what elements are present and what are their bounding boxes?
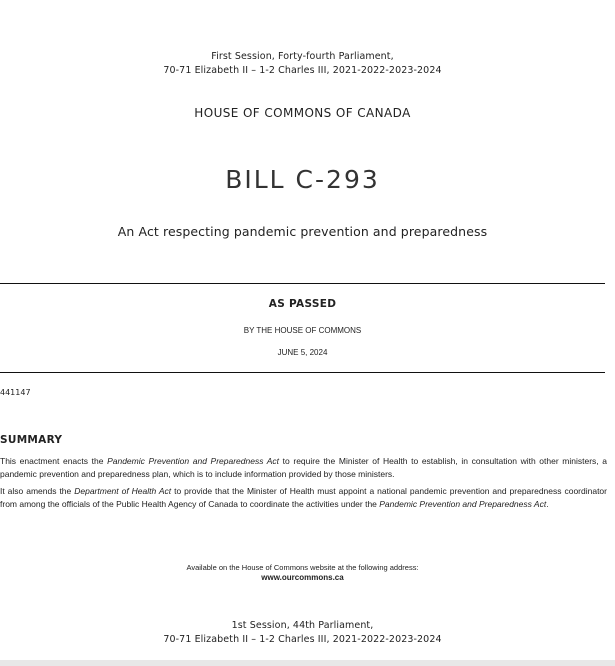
- summary-p2-before: It also amends the: [0, 486, 75, 496]
- summary-p1-act-name: Pandemic Prevention and Preparedness Act: [107, 456, 280, 466]
- session-line-2: 70-71 Elizabeth II – 1-2 Charles III, 2021-2022-2023-2024: [163, 65, 442, 76]
- page-bottom-edge: [0, 660, 615, 666]
- summary-p1-before: This enactment enacts the: [0, 456, 108, 466]
- bill-number: BILL C-293: [225, 165, 380, 194]
- website-url: www.ourcommons.ca: [261, 573, 344, 582]
- session-footer: [0, 619, 605, 647]
- summary-p2-middle: to provide that the Minister of Health must appoint a national pandemic prevention and preparedness coordinator from among the officials of the Public Health Agency of Canada to coordinate the activities under the: [0, 486, 607, 509]
- website-note: Available on the House of Commons website at the following address:: [186, 563, 419, 572]
- summary-p1-after: to require the Minister of Health to establish, in consultation with other ministers, a pandemic prevention and preparedness plan, which is to include information provided by those ministers.: [0, 456, 607, 479]
- summary-paragraph-1: [0, 455, 607, 480]
- summary-p2-after: .: [546, 498, 549, 509]
- summary-paragraph-2: [0, 485, 607, 510]
- bill-short-title: An Act respecting pandemic prevention and preparedness: [117, 224, 488, 239]
- document-number: 441147: [0, 388, 31, 397]
- footer-session-line-1: 1st Session, 44th Parliament,: [231, 620, 374, 631]
- passage-by: BY THE HOUSE OF COMMONS: [243, 326, 362, 335]
- footer-session-line-2: 70-71 Elizabeth II – 1-2 Charles III, 2021-2022-2023-2024: [163, 634, 442, 645]
- passage-date: JUNE 5, 2024: [277, 348, 328, 357]
- session-line-1: First Session, Forty-fourth Parliament,: [211, 51, 394, 62]
- house-title: HOUSE OF COMMONS OF CANADA: [194, 106, 411, 120]
- passage-status: AS PASSED: [268, 298, 337, 310]
- summary-p2-act-name-2: Pandemic Prevention and Preparedness Act: [379, 498, 547, 509]
- divider-top: [0, 283, 605, 284]
- summary-heading: SUMMARY: [0, 434, 63, 446]
- session-header: [0, 50, 605, 78]
- summary-p2-act-name: Department of Health Act: [74, 486, 172, 496]
- divider-bottom: [0, 372, 605, 373]
